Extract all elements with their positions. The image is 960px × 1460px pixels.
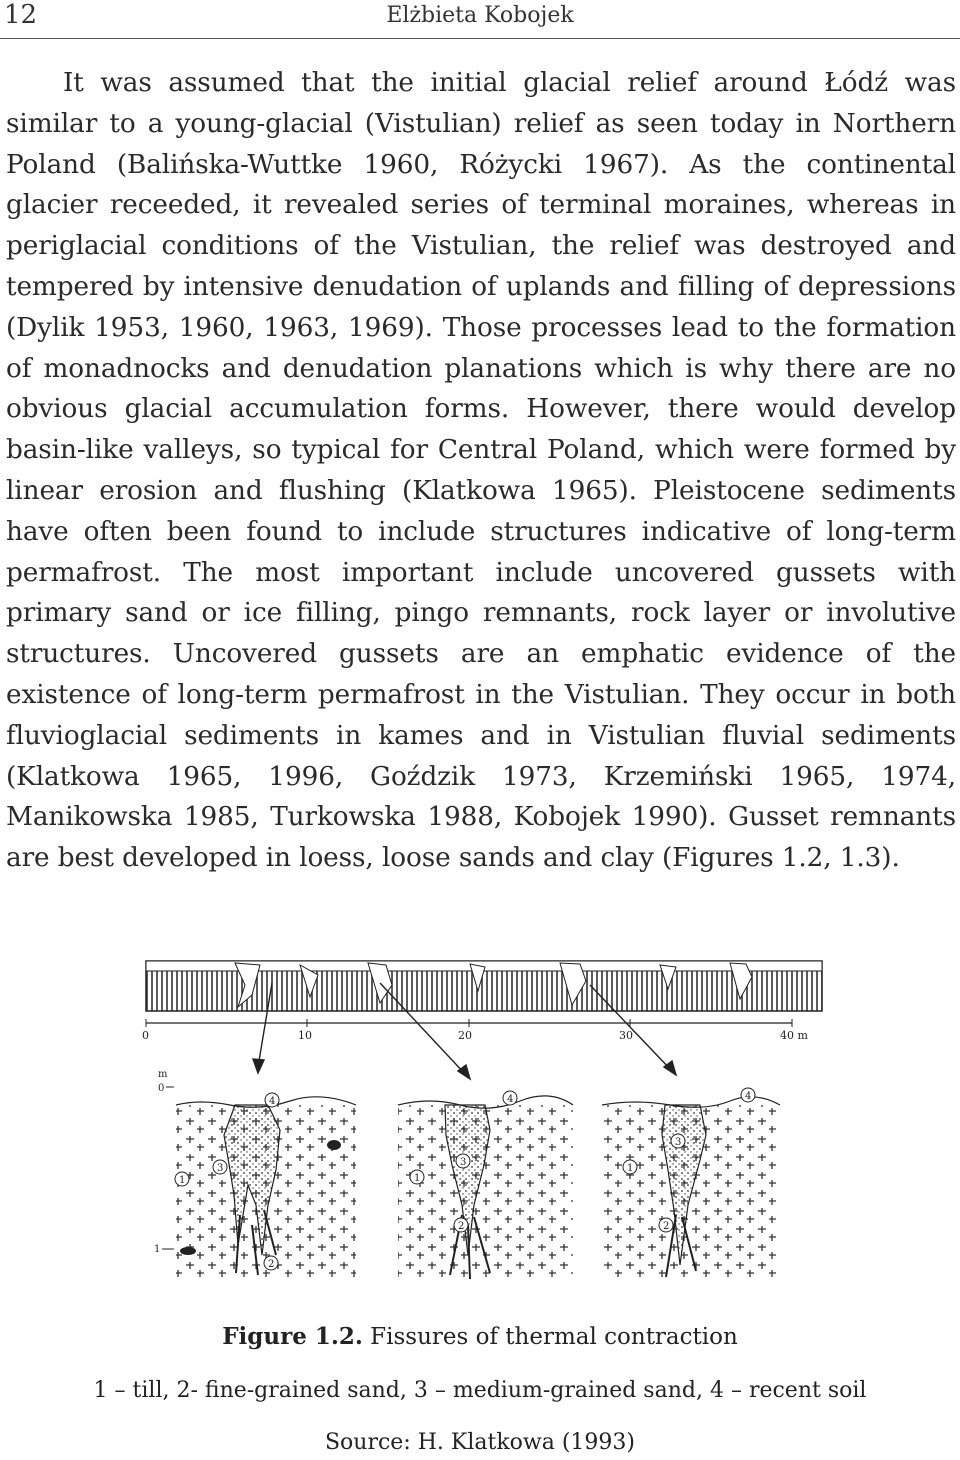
figure-fissures xyxy=(140,955,830,1300)
depth-unit: m xyxy=(158,1069,168,1080)
body-paragraph: It was assumed that the initial glacial relief around Łódź was similar to a young-glacial (Vistulian) relief as seen today in Northern Poland (Balińska-Wuttke 1960, Różycki 1967). As the continental glacier receeded, it revealed series of terminal moraines, whereas in periglacial conditions of the Vistulian, the relief was destroyed and tempered by intensive denudation of uplands and filling of depressions (Dylik 1953, 1960, 1963, 1969). Those processes lead to the formation of monadnocks and denudation planations which is why there are no obvious glacial accumulation forms. However, there would develop basin-like valleys, so typical for Central Poland, which were formed by linear erosion and flushing (Klatkowa 1965). Pleistocene sediments have often been found to include structures indicative of long-term permafrost. The most important include uncovered gussets with primary sand or ice filling, pingo remnants, rock layer or involutive structures. Uncovered gussets are an emphatic evidence of the existence of long-term permafrost in the Vistulian. They occur in both fluvioglacial sediments in kames and in Vistulian fluvial sediments (Klatkowa 1965, 1996, Goździk 1973, Krzemiński 1965, 1974, Manikowska 1985, Turkowska 1988, Kobojek 1990). Gusset remnants are best developed in loess, loose sands and clay (Figures 1.2, 1.3). xyxy=(6,68,956,874)
figure-drawing xyxy=(140,955,830,1300)
unit-3-label: 3 xyxy=(460,1157,467,1168)
unit-4-label: 4 xyxy=(745,1091,752,1102)
depth-label-1: 1 xyxy=(154,1244,161,1255)
depth-axis xyxy=(154,1069,174,1255)
running-head-author: Elżbieta Kobojek xyxy=(386,3,574,28)
figure-caption xyxy=(0,1322,960,1352)
scale-label-10: 10 xyxy=(298,1029,312,1042)
unit-2-label: 2 xyxy=(268,1259,275,1270)
scale-label-20: 20 xyxy=(458,1029,472,1042)
scale-label-40m: 40 m xyxy=(780,1029,808,1042)
fissure-detail-1 xyxy=(175,1093,356,1280)
unit-4-label: 4 xyxy=(507,1094,514,1105)
scale-label-30: 30 xyxy=(619,1029,633,1042)
figure-label: Figure 1.2. xyxy=(222,1323,363,1350)
unit-1-label: 1 xyxy=(414,1173,421,1184)
section-strip xyxy=(146,961,822,1011)
scale-label-0: 0 xyxy=(142,1029,149,1042)
figure-legend: 1 – till, 2- fine-grained sand, 3 – medium-grained sand, 4 – recent soil xyxy=(93,1378,867,1403)
header-rule xyxy=(0,38,960,39)
fissure-detail-2 xyxy=(398,1091,573,1280)
page-number: 12 xyxy=(4,0,38,30)
unit-2-label: 2 xyxy=(458,1221,465,1232)
unit-3-label: 3 xyxy=(217,1163,224,1174)
unit-2-label: 2 xyxy=(663,1221,670,1232)
figure-caption-text: Fissures of thermal contraction xyxy=(362,1324,738,1350)
unit-1-label: 1 xyxy=(179,1175,186,1186)
unit-4-label: 4 xyxy=(269,1096,276,1107)
unit-1-label: 1 xyxy=(627,1163,634,1174)
unit-3-label: 3 xyxy=(675,1137,682,1148)
fissure-detail-3 xyxy=(602,1088,780,1280)
scale-bar xyxy=(142,1019,808,1042)
figure-source: Source: H. Klatkowa (1993) xyxy=(324,1430,636,1455)
page-header xyxy=(0,0,960,42)
depth-label-0: 0 xyxy=(158,1083,165,1094)
